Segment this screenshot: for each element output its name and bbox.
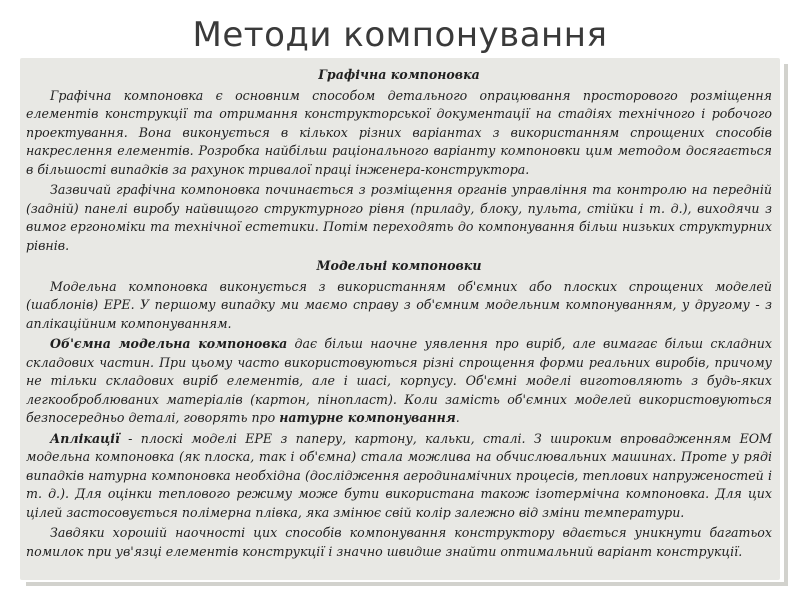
paragraph-graphic-1: Графічна компоновка є основним способом детального опрацювання просторового розміщення елементів конструкції та отримання конструкторської документації на стадіях технічного і робочого проектування. Вона виконується в кількох різних варіантах з використанням спрощених способів накреслення елементів. Розробка найбільш раціонального варіанту компоновки цим методом досягається в більшості випадків за рахунок тривалої праці інженера-конструктора. (26, 87, 772, 177)
section-heading-graphic: Графічна компоновка (318, 67, 480, 82)
paragraph-model-1: Модельна компоновка виконується з використанням об'ємних або плоских спрощених моделей (шаблонів) ЕРЕ. У першому випадку ми маємо справу з об'ємним модельним компонуванням, у другому - з аплікаційним компонуванням. (26, 278, 772, 331)
frame-shadow-bottom (26, 582, 788, 586)
frame-shadow-right (784, 64, 788, 584)
paragraph-model-2-text: дає більш наочне уявлення про виріб, але вимагає більш складних складових частин. При цьому часто використовуються різні спрощення форми реальних виробів, причому не тільки складових виріб елементів, але і шасі, корпусу. Об'ємні моделі виготовляють з будь-яких легкооброблюваних матеріалів (картон, пінопласт). Коли замість об'ємних моделей використовуються безпосередньо деталі, говорять про (26, 336, 772, 425)
paragraph-model-2 (26, 335, 772, 428)
paragraph-model-3-text: - плоскі моделі ЕРЕ з паперу, картону, кальки, сталі. З широким впровадженням ЕОМ модельна компоновка (як плоска, так і об'ємна) стала можлива на обчислювальних машинах. Проте у ряді випадків натурна компоновка необхідна (дослідження аеродинамічних процесів, теплових напруженостей і т. д.). Для оцінки теплового режиму може бути використана також ізотермічна компоновка. Для цих цілей застосовується полімерна плівка, яка змінює свій колір залежно від зміни температури. (26, 430, 772, 520)
paragraph-graphic-2: Зазвичай графічна компоновка починається з розміщення органів управління та контролю на передній (задній) панелі виробу найвищого структурного рівня (приладу, блоку, пульта, стійки і т. д.), виходячи з вимог ергономіки та технічної естетики. Потім переходять до компонування більш низьких структурних рівнів. (26, 182, 772, 253)
paragraph-model-4: Завдяки хорошій наочності цих способів компонування конструктору вдається уникнути багатьох помилок при ув'язці елементів конструкції і значно швидше знайти оптимальний варіант конструкції. (26, 525, 772, 559)
term-natural-layout: натурне компонування (279, 410, 456, 425)
body-text (26, 66, 772, 563)
section-heading-model: Модельні компоновки (316, 258, 482, 273)
paragraph-model-2-end: . (455, 410, 460, 425)
slide-title: Методи компонування (192, 15, 608, 55)
paragraph-model-3 (26, 430, 772, 523)
term-applications: Аплікації (50, 430, 120, 446)
term-volumetric-model: Об'ємна модельна компоновка (50, 336, 288, 351)
